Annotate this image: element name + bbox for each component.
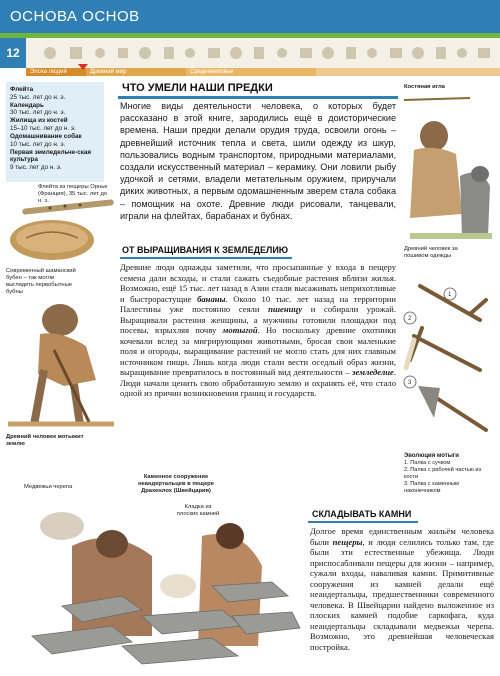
era-bar-modern (316, 68, 500, 76)
clothed-man-caption: Древний человек за пошивом одежды (404, 246, 458, 259)
stones-heading: СКЛАДЫВАТЬ КАМНИ (312, 509, 412, 519)
term-bananas: бананы (197, 293, 226, 304)
timeline-entry: Календарь 30 тыс. лет до н. э. (10, 101, 66, 117)
drum-illustration (6, 216, 98, 262)
topic-icons-band (0, 38, 500, 68)
topic-icons (0, 38, 500, 68)
hoe-evolution-item: 2. Палка с рабочей частью из кости (404, 467, 482, 480)
stone-slabs-caption: Кладка из плоских камней (176, 504, 220, 517)
stones-underline (308, 521, 418, 523)
hoe-evolution-list (404, 453, 494, 495)
svg-text:3: 3 (408, 380, 412, 386)
stone-structure-caption: Каменное сооружение неандертальцев в пещере Драхенлох (Швейцария) (138, 474, 214, 494)
hoe-evolution-title: Эволюция мотыги (404, 453, 459, 459)
hoe-evolution-illustration (400, 280, 496, 450)
timeline-sidebar (6, 82, 104, 182)
timeline-entry: Жилища из костей 15–10 тыс. лет до н. э. (10, 117, 76, 132)
hoe-evolution-item: 3. Палка с каменным наконечником (404, 481, 459, 494)
intro-paragraph: Многие виды деятельности человека, о которых будет рассказано в этой книге, зародились ещё в доисторические времена. Наши предки делали орудия труда, освоили огонь – древнейший источник тепла и света, шили одежду из шкур, пользовались водным транспортом, природными материалами, создали искусственный материал – керамику. Они ловили рыбу удочкой и сетями, владели метательным оружием, приручали диких животных, а первым одомашненным зверем стала собака – помощник на охоте. Древние люди рисовали, танцевали, играли на флейтах, барабанах и бубнах. (120, 101, 396, 221)
flute-caption: Флейта из пещеры Орнье (Франция), 35 тыс. лет до н. э. (38, 184, 108, 204)
stone-structure-illustration (2, 486, 302, 674)
svg-text:2: 2 (408, 316, 412, 322)
term-caves: пещеры (332, 536, 363, 547)
timeline-entry: Одомашнивание собак 10 тыс. лет до н. э. (10, 133, 82, 148)
farming-paragraph: Древние люди однажды заметили, что просыпанные у входа в пещеру семена дали всходы, и стали сажать съедобные растения вблизи жилья. Возможно, ещё 15 тыс. лет назад в Азии стали высаживать неприхотливые и быстрорастущие бананы. Около 10 тыс. лет назад на территории Палестины уже постоянно сеяли пшеницу и собирали урожай. Выращивали растения женщины, а мужчины готовили площадки под посевы, взрыхляя почву мотыгой. Но поскольку древние охотники кочевали вслед за мигрирующими животными, бросая свои маленькие поля и огороды, выращивание растений не могло стать для них главным источником пищи. Лишь когда люди стали вести оседлый образ жизни, выращивание превратилось в постоянный вид деятельности – земледелие. Люди начали ценить свою обработанную землю и охранять её, что стало одной из причин возникновения границ и государств. (120, 262, 396, 398)
page-header (0, 0, 500, 38)
bear-skull-caption: Медвежьи черепа (24, 484, 73, 490)
svg-text:1: 1 (448, 292, 452, 298)
page-number: 12 (0, 38, 26, 68)
drum-caption: Современный шаманский бубен – так могли выглядеть первобытные бубны (6, 268, 76, 295)
hoe-evolution-item: 1. Палка с сучком (404, 460, 451, 466)
section-title: ОСНОВА ОСНОВ (10, 8, 140, 25)
hoeing-man-illustration (4, 290, 116, 430)
term-hoe: мотыгой (222, 325, 258, 335)
clothed-man-illustration (400, 96, 496, 246)
bone-needle-caption: Костяная игла (404, 84, 445, 90)
era-bar-people: Эпоха людей (26, 68, 86, 76)
term-wheat: пшеницу (268, 304, 303, 314)
era-bar-medieval: Средневековье (186, 68, 316, 76)
stones-paragraph: Долгое время единственным жильём человека были пещеры, и люди селились только там, где были эти естественные убежища. Люди приспосабливали пещеры для жизни – например, сужали входы, наваливая камни. Примитивные сооружения из камней делали ещё неандертальцы, предшественники современного человека. В Швейцарии найдено выложенное из плоских камней подобие саркофага, куда неандертальцы складывали медвежьи черепа. Возможно, это древнейшая человеческая постройка. (310, 526, 494, 652)
term-agriculture: земледелие (352, 367, 394, 377)
era-bar-ancient: Древний мир (86, 68, 186, 76)
timeline-entry: Первая земледельче-ская культура 9 тыс. лет до н. э. (10, 148, 92, 171)
hoeing-man-caption: Древний человек мотыжит землю (6, 434, 84, 447)
main-heading: ЧТО УМЕЛИ НАШИ ПРЕДКИ (122, 82, 273, 94)
farming-heading: ОТ ВЫРАЩИВАНИЯ К ЗЕМЛЕДЕЛИЮ (122, 245, 289, 255)
farming-underline (120, 257, 292, 259)
timeline-entry: Флейта 25 тыс. лет до н. э. (10, 86, 66, 101)
era-marker (78, 64, 88, 70)
heading-underline (118, 96, 398, 99)
